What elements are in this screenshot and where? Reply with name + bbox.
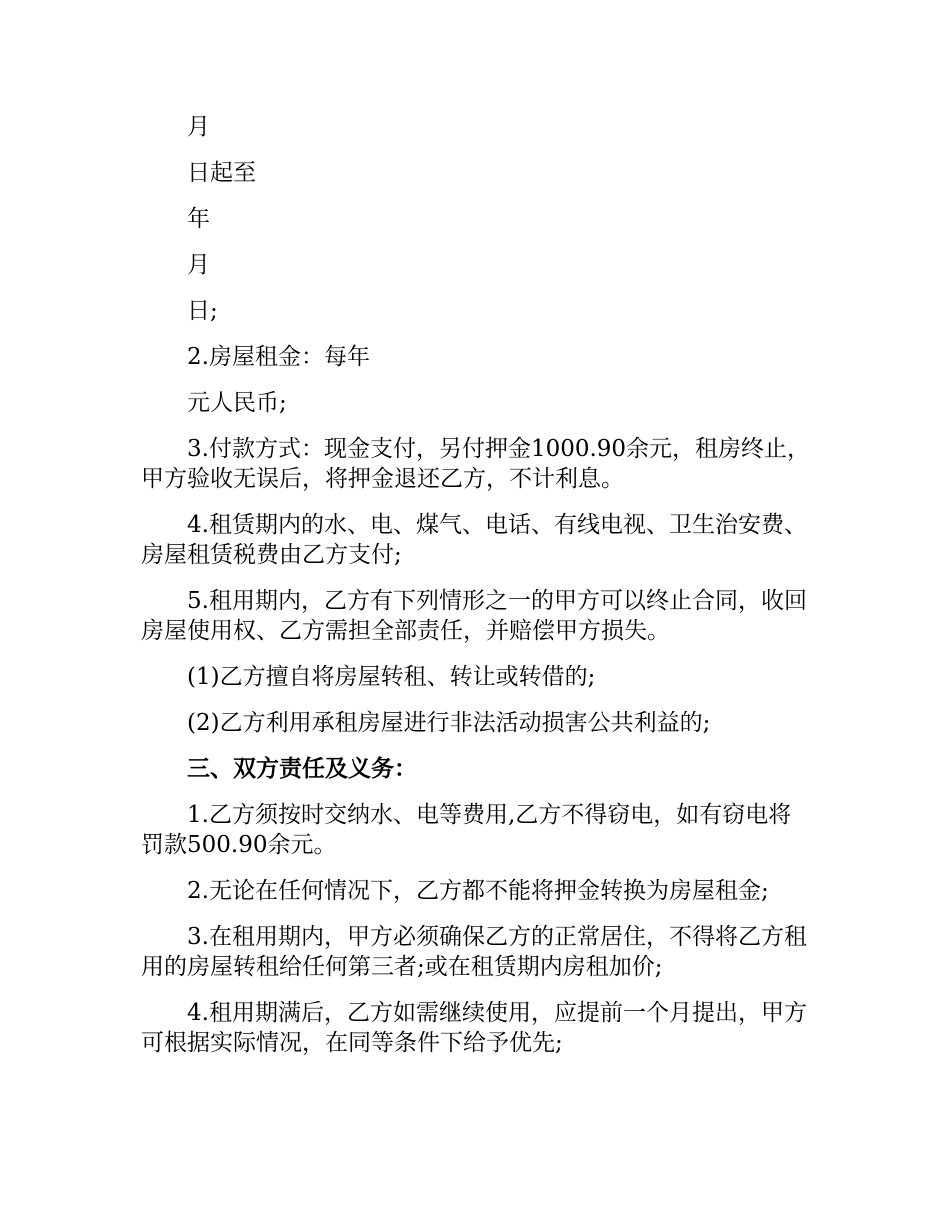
paragraph-duty-4: 4.租用期满后，乙方如需继续使用，应提前一个月提出，甲方可根据实际情况，在同等条件下给予优先; <box>141 1000 807 1056</box>
paragraph-rent: 2.房屋租金：每年 <box>187 344 370 370</box>
paragraph-duty-3: 3.在租用期内，甲方必须确保乙方的正常居住，不得将乙方租用的房屋转租给任何第三者;或在租赁期内房租加价; <box>141 924 807 980</box>
paragraph-4: 月 <box>187 252 210 278</box>
paragraph-2: 日起至 <box>187 160 256 186</box>
paragraph-duty-1: 1.乙方须按时交纳水、电等费用,乙方不得窃电，如有窃电将罚款500.90余元。 <box>141 802 792 858</box>
paragraph-clause-2: (2)乙方利用承租房屋进行非法活动损害公共利益的; <box>187 710 711 736</box>
section-heading: 三、双方责任及义务： <box>187 755 417 782</box>
paragraph-3: 年 <box>187 206 210 232</box>
paragraph-payment: 3.付款方式：现金支付，另付押金1000.90余元，租房终止，甲方验收无误后，将押金退还乙方，不计利息。 <box>141 436 811 492</box>
paragraph-clause-1: (1)乙方擅自将房屋转租、转让或转借的; <box>187 664 596 690</box>
paragraph-fees: 4.租赁期内的水、电、煤气、电话、有线电视、卫生治安费、房屋租赁税费由乙方支付; <box>141 512 807 568</box>
paragraph-rent-unit: 元人民币; <box>187 390 287 416</box>
paragraph-5: 日; <box>187 298 218 324</box>
document-body <box>141 112 813 1074</box>
paragraph-1: 月 <box>187 114 210 140</box>
paragraph-duty-2: 2.无论在任何情况下，乙方都不能将押金转换为房屋租金; <box>187 878 769 904</box>
paragraph-termination: 5.租用期内，乙方有下列情形之一的甲方可以终止合同，收回房屋使用权、乙方需担全部责任，并赔偿甲方损失。 <box>141 588 807 644</box>
